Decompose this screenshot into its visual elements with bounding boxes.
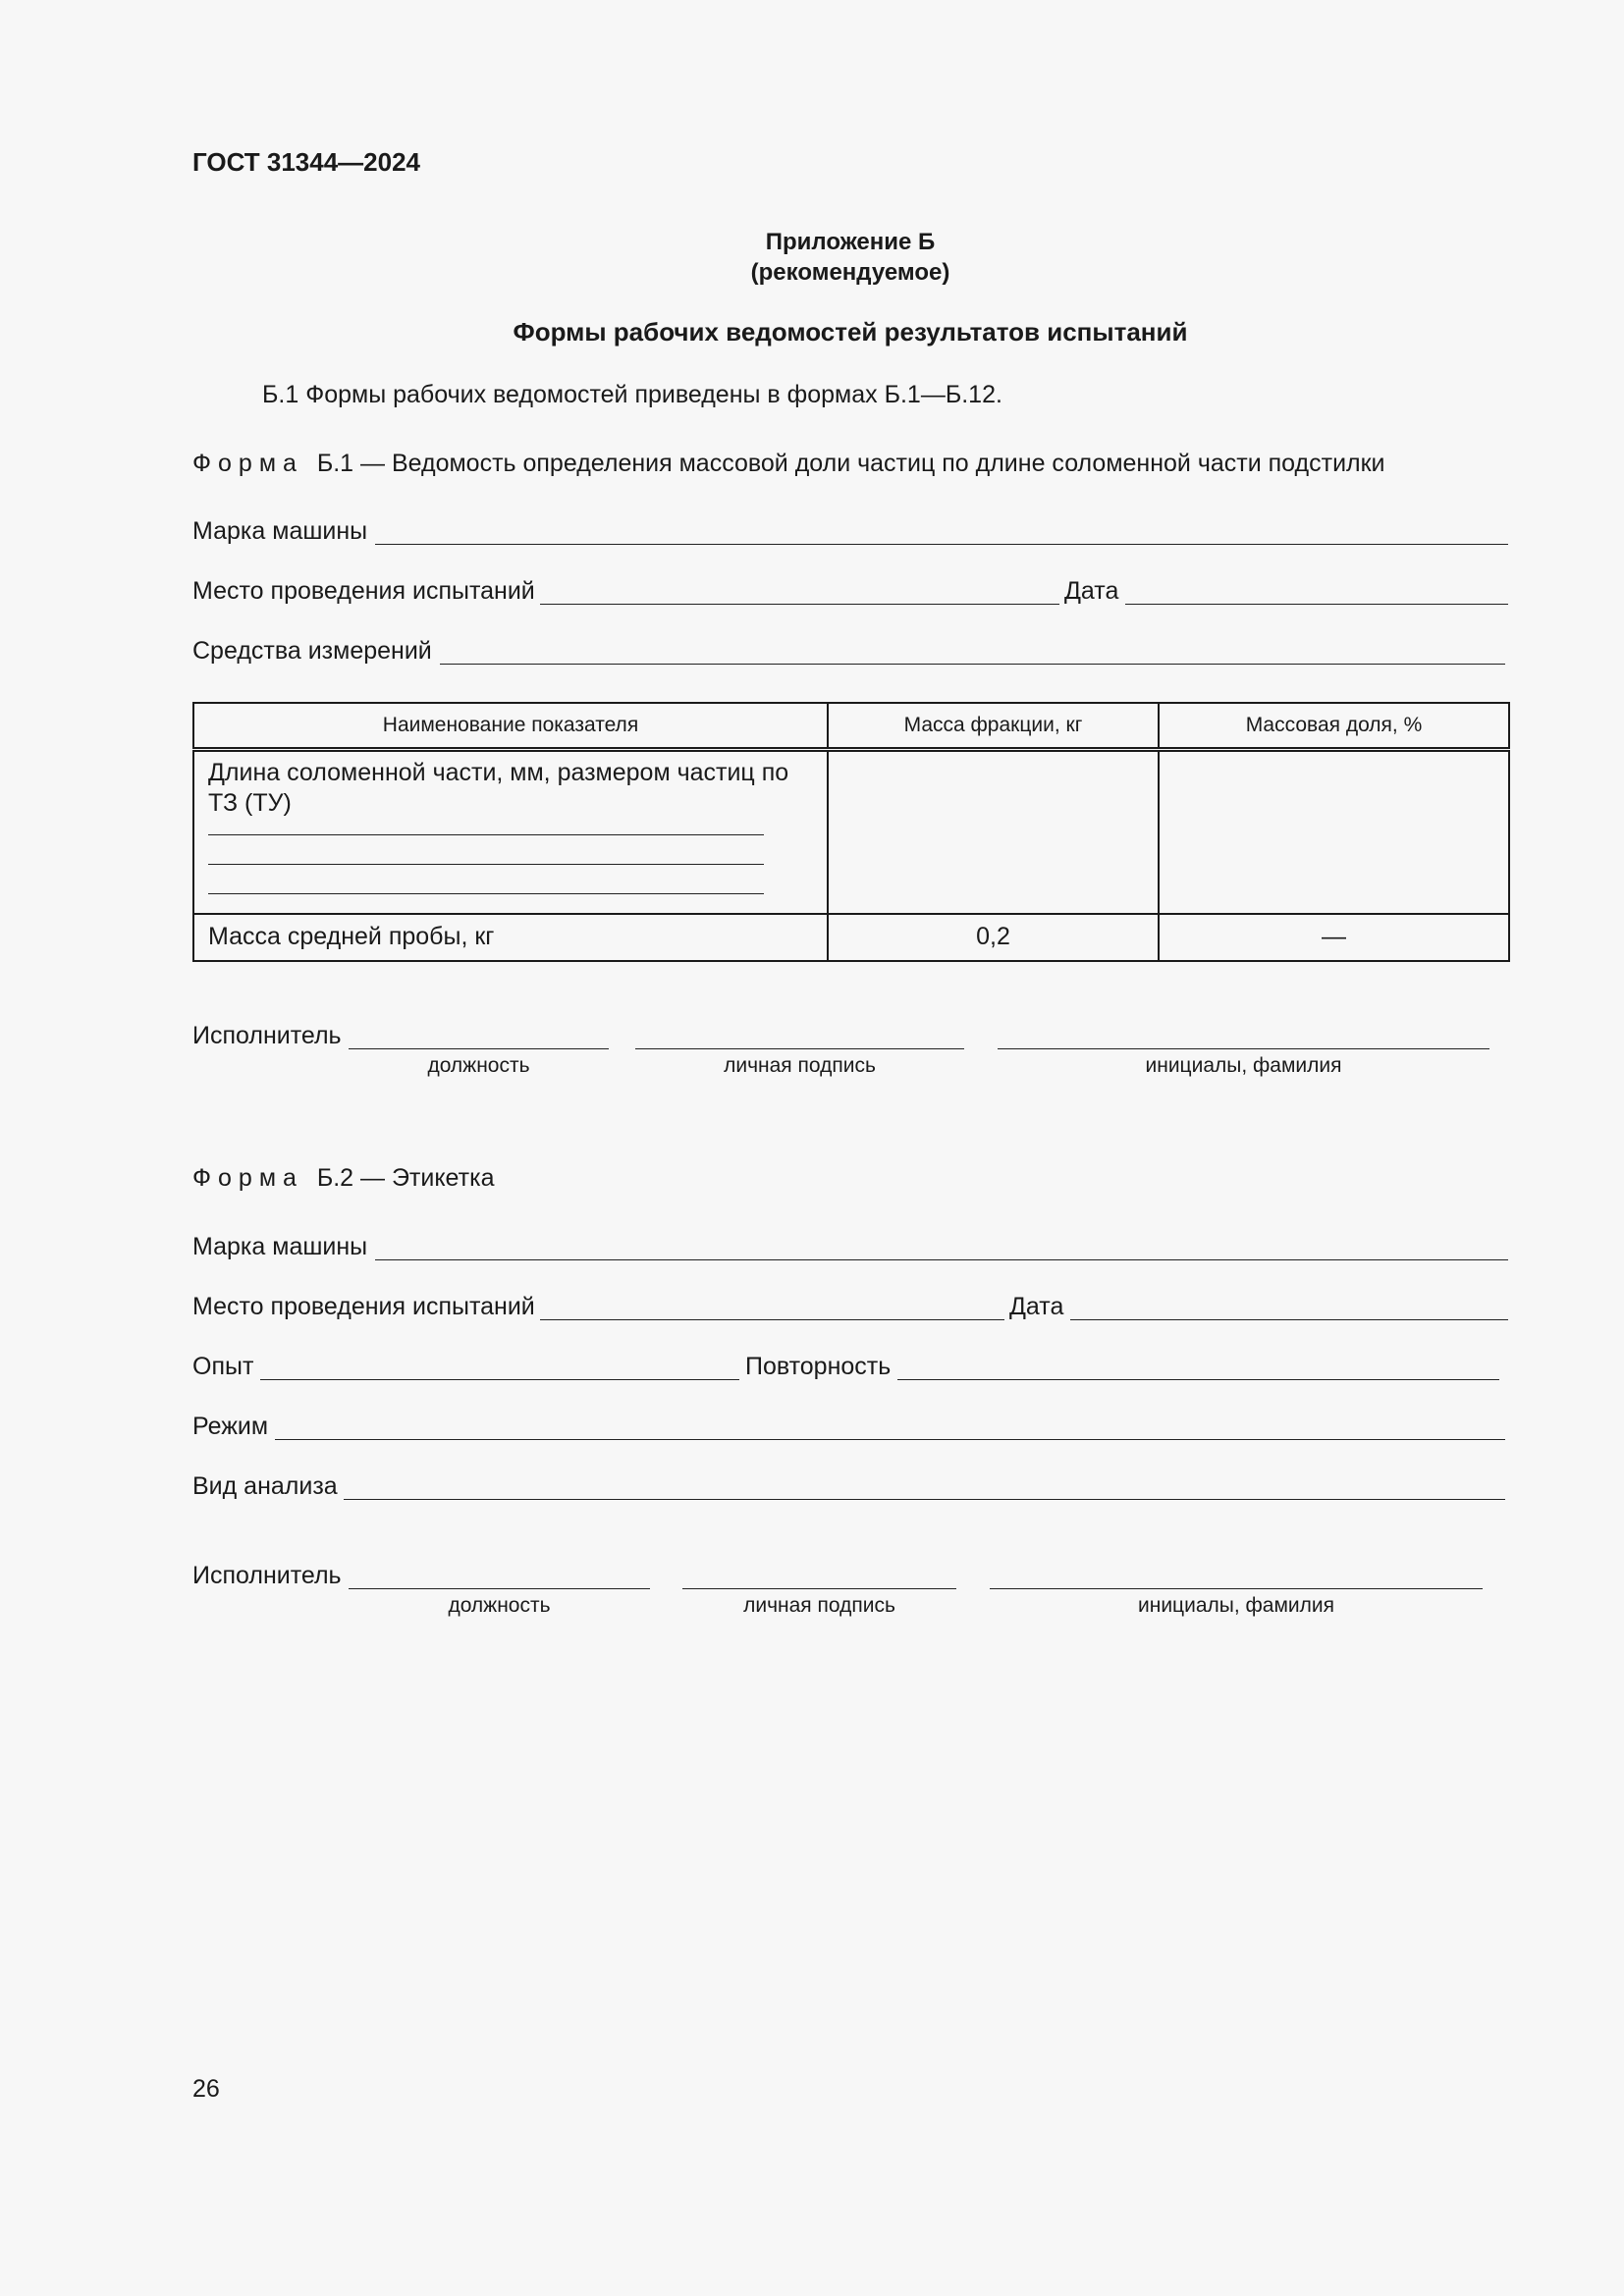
fill-line[interactable] (208, 835, 764, 865)
form1-caption-line (192, 450, 1385, 478)
table-cell: — (1159, 914, 1509, 961)
caption-signature: личная подпись (743, 1594, 895, 1617)
form2-experiment-field[interactable] (260, 1379, 739, 1380)
form1-machine-label: Марка машины (192, 517, 368, 545)
form1-prefix: Форма (192, 450, 303, 477)
fill-line[interactable] (208, 825, 764, 835)
form1-instruments-label: Средства измерений (192, 637, 432, 665)
form2-executor-label: Исполнитель (192, 1562, 342, 1589)
form2-machine-field[interactable] (375, 1259, 1508, 1260)
form1-place-label: Место проведения испытаний (192, 577, 535, 605)
table-cell (193, 750, 828, 914)
intro-paragraph: Б.1 Формы рабочих ведомостей приведены в формах Б.1—Б.12. (262, 381, 1002, 408)
table-header-cell: Массовая доля, % (1159, 703, 1509, 750)
form1-date-label: Дата (1064, 577, 1119, 605)
form1-place-field[interactable] (540, 604, 1059, 605)
caption-name: инициалы, фамилия (1138, 1594, 1334, 1617)
appendix-title: Приложение Б (765, 229, 936, 255)
form1-position-field[interactable] (349, 1048, 609, 1049)
table-cell[interactable] (828, 750, 1159, 914)
table-cell: Масса средней пробы, кг (193, 914, 828, 961)
document-id: ГОСТ 31344—2024 (192, 147, 420, 177)
appendix-subtitle: (рекомендуемое) (750, 259, 950, 286)
form2-mode-field[interactable] (275, 1439, 1505, 1440)
table-header-row (193, 703, 1509, 750)
form2-caption: Б.2 — Этикетка (316, 1164, 495, 1192)
fill-line[interactable] (208, 865, 764, 894)
form2-repeat-field[interactable] (897, 1379, 1499, 1380)
form2-analysis-label: Вид анализа (192, 1472, 338, 1500)
caption-name: инициалы, фамилия (1145, 1054, 1342, 1077)
page-number: 26 (192, 2075, 220, 2103)
form1-executor-label: Исполнитель (192, 1022, 342, 1049)
table-header-cell: Наименование показателя (193, 703, 828, 750)
form1-caption: Б.1 — Ведомость определения массовой доли частиц по длине соломенной части подстилки (316, 450, 1385, 477)
appendix-heading: Формы рабочих ведомостей результатов испытаний (513, 317, 1188, 347)
form2-mode-label: Режим (192, 1413, 269, 1440)
caption-position: должность (427, 1054, 530, 1077)
caption-position: должность (448, 1594, 551, 1617)
form2-name-field[interactable] (990, 1588, 1483, 1589)
form2-machine-label: Марка машины (192, 1233, 368, 1260)
form2-place-label: Место проведения испытаний (192, 1293, 535, 1320)
form2-analysis-field[interactable] (344, 1499, 1505, 1500)
table-header-cell: Масса фракции, кг (828, 703, 1159, 750)
table-row (193, 914, 1509, 961)
form2-experiment-label: Опыт (192, 1353, 254, 1380)
form1-instruments-field[interactable] (440, 664, 1505, 665)
table-cell: 0,2 (828, 914, 1159, 961)
form2-prefix: Форма (192, 1164, 303, 1192)
form2-caption-line (192, 1164, 494, 1193)
caption-signature: личная подпись (724, 1054, 876, 1077)
form2-date-label: Дата (1009, 1293, 1064, 1320)
table-cell[interactable] (1159, 750, 1509, 914)
form2-place-field[interactable] (540, 1319, 1004, 1320)
form2-position-field[interactable] (349, 1588, 650, 1589)
row1-label: Длина соломенной части, мм, размером частиц по ТЗ (ТУ) (208, 759, 789, 817)
form1-signature-field[interactable] (635, 1048, 964, 1049)
table-row (193, 750, 1509, 914)
form2-repeat-label: Повторность (745, 1353, 892, 1380)
form1-name-field[interactable] (998, 1048, 1489, 1049)
appendix-title-block (192, 227, 1508, 288)
form1-table (192, 702, 1510, 962)
form1-date-field[interactable] (1125, 604, 1508, 605)
form2-date-field[interactable] (1070, 1319, 1508, 1320)
form1-machine-field[interactable] (375, 544, 1508, 545)
form2-signature-field[interactable] (682, 1588, 956, 1589)
